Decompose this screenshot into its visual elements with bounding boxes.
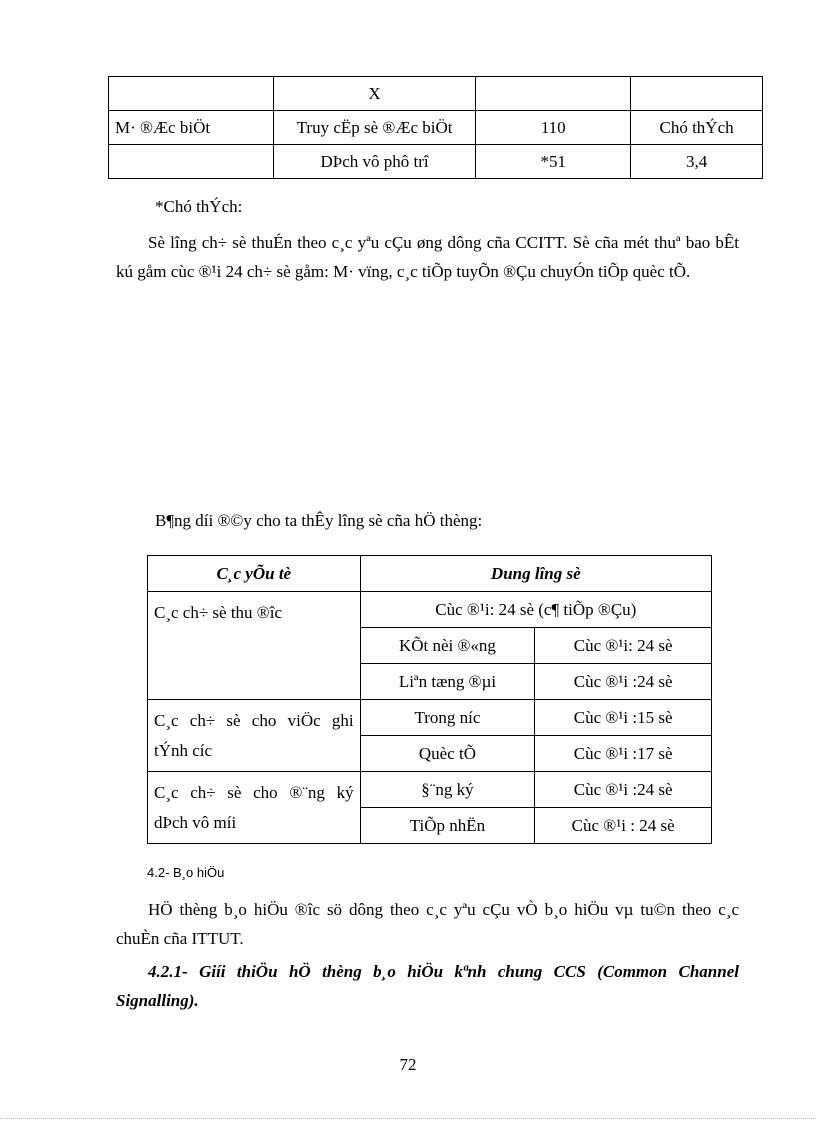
paragraph: B¶ng díi ®©y cho ta thÊy lîng sè cña hÖ thèng: [155,511,483,530]
table-cell: Cùc ®¹i :15 sè [535,700,712,736]
table-row [109,145,763,179]
page-number: 72 [399,1055,417,1074]
table-cell [109,145,274,179]
table-cell: 110 [476,111,631,145]
table-cell: M· ®Æc biÖt [109,111,274,145]
table-cell: X [273,77,476,111]
note-heading: *Chó thÝch: [155,197,243,216]
table-header-row [148,556,712,592]
table-cell: Cùc ®¹i :24 sè [535,664,712,700]
capacity-table [147,555,712,844]
table-cell: Cùc ®¹i :24 sè [535,772,712,808]
group-label: C¸c ch÷ sè cho viÖc ghi tÝnh cíc [148,700,361,772]
paragraph: HÖ thèng b¸o hiÖu ®îc sö dông theo c¸c yªu cÇu vÒ b¸o hiÖu vµ tu©n theo c¸c chuÈn cña ITTUT. [116,900,739,948]
paragraph: Sè lîng ch÷ sè thuÉn theo c¸c yªu cÇu øng dông cña CCITT. Sè cña mét thuª bao bÊt kú gåm cùc ®¹i 24 ch÷ sè gåm: M· vïng, c¸c tiÕp tuyÕn ®Çu chuyÓn tiÕp quèc tÕ. [116,233,739,281]
group-label: C¸c ch÷ sè cho ®¨ng ký dÞch vô míi [148,772,361,844]
table-cell: KÕt nèi ®«ng [360,628,535,664]
table-cell: 3,4 [631,145,763,179]
table-cell: Cùc ®¹i: 24 sè (c¶ tiÕp ®Çu) [360,592,711,628]
table-cell: §¨ng ký [360,772,535,808]
table-cell [476,77,631,111]
table-cell: Cùc ®¹i: 24 sè [535,628,712,664]
table-cell: Quèc tÕ [360,736,535,772]
table-row [109,111,763,145]
table-cell [631,77,763,111]
subsection-heading: 4.2.1- Giíi thiÖu hÖ thèng b¸o hiÖu kªnh chung CCS (Common Channel Signalling). [116,962,739,1010]
table-cell [109,77,274,111]
table-row [148,772,712,808]
table-cell: Liªn tæng ®µi [360,664,535,700]
top-table [108,76,763,179]
table-cell: Cùc ®¹i :17 sè [535,736,712,772]
section-heading: 4.2- B¸o hiÖu [147,865,225,880]
table-row [148,700,712,736]
table-cell: Chó thÝch [631,111,763,145]
column-header: Dung lîng sè [360,556,711,592]
table-row [148,592,712,628]
page-divider [0,1118,816,1119]
table-cell: DÞch vô phô trî [273,145,476,179]
column-header: C¸c yÕu tè [148,556,361,592]
table-row [109,77,763,111]
table-cell: Cùc ®¹i : 24 sè [535,808,712,844]
table-cell: Truy cËp sè ®Æc biÖt [273,111,476,145]
group-label: C¸c ch÷ sè thu ®îc [148,592,361,700]
table-cell: *51 [476,145,631,179]
table-cell: TiÕp nhËn [360,808,535,844]
table-cell: Trong níc [360,700,535,736]
